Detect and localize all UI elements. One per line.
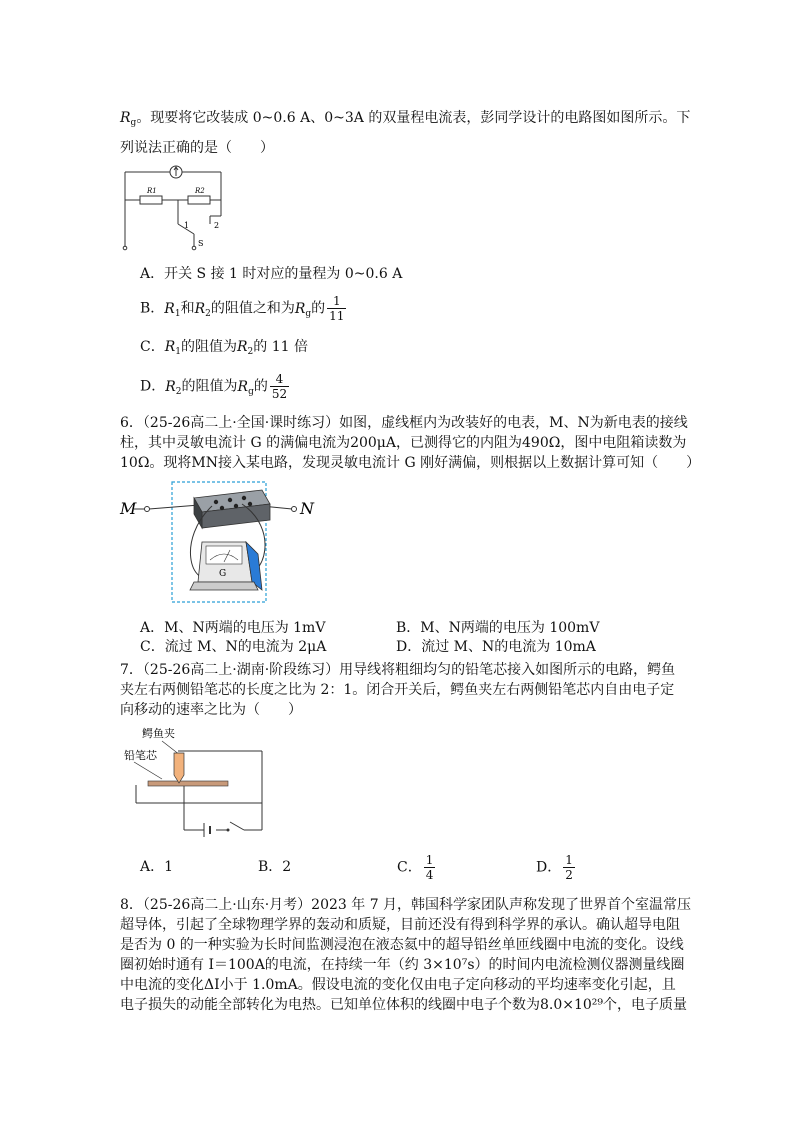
lead-label: 铅笔芯 — [124, 749, 157, 762]
q7-option-c[interactable]: C． $\frac{1}{4}$ — [397, 853, 434, 882]
alligator-clip — [174, 753, 184, 783]
fraction: $\frac{4}{52}$ — [271, 372, 288, 401]
q5-line-2: 列说法正确的是（ ） — [120, 140, 274, 156]
galvanometer-g — [190, 542, 262, 590]
q6-option-a[interactable]: A．M、N两端的电压为 1mV — [140, 620, 326, 636]
q7-circuit-figure — [118, 725, 268, 840]
q5-option-b[interactable]: B．$R_1$和$R_2$的阻值之和为$R_g$的 $\frac{1}{11}$ — [140, 294, 345, 323]
q7-line-2: 夹左右两侧铅笔芯的长度之比为 2：1。闭合开关后，鳄鱼夹左右两侧铅笔芯内自由电子定 — [120, 682, 675, 698]
pencil-lead — [148, 781, 228, 786]
q5-circuit-figure — [118, 160, 228, 255]
fraction: $\frac{1}{11}$ — [329, 294, 345, 323]
q8-line-4: 圈初始时通有 I＝100A的电流，在持续一年（约 3×10⁷s）的时间内电流检测仪器测量线圈 — [120, 957, 685, 973]
q7-option-a[interactable]: A．1 — [140, 859, 174, 875]
label-switch-s: S — [198, 239, 204, 248]
label-contact-2: 2 — [214, 221, 220, 230]
q7-option-b[interactable]: B．2 — [258, 859, 292, 875]
q7-option-d[interactable]: D． $\frac{1}{2}$ — [536, 853, 573, 882]
q6-option-b[interactable]: B．M、N两端的电压为 100mV — [396, 620, 600, 636]
rg-symbol: $R_g$ — [120, 110, 137, 128]
fraction: $\frac{1}{4}$ — [425, 853, 434, 882]
label-r2: R2 — [195, 187, 205, 195]
q6-meter-figure — [118, 478, 328, 608]
q8-line-1: 8．（25-26高二上·山东·月考）2023 年 7 月，韩国科学家团队声称发现了世界首个室温常压 — [120, 897, 692, 913]
q6-line-2: 柱，其中灵敏电流计 G 的满偏电流为200μA，已测得它的内阻为490Ω，图中电阻箱读数为 — [120, 435, 687, 451]
q8-line-5: 中电流的变化ΔI小于 1.0mA。假设电流的变化仅由电子定向移动的平均速率变化引起，且 — [120, 977, 676, 993]
clip-label: 鳄鱼夹 — [142, 727, 175, 740]
q5-option-a[interactable]: A．开关 S 接 1 时对应的量程为 0~0.6 A — [140, 266, 403, 282]
q8-line-6: 电子损失的动能全部转化为电热。已知单位体积的线圈中电子个数为8.0×10²⁹个，电子质量 — [120, 997, 688, 1013]
q8-line-2: 超导体，引起了全球物理学界的轰动和质疑，目前还没有得到科学界的承认。确认超导电阻 — [120, 917, 680, 933]
label-contact-1: 1 — [184, 221, 190, 230]
fraction: $\frac{1}{2}$ — [565, 853, 573, 882]
label-r1: R1 — [147, 187, 157, 195]
q5-line-1: $R_g$。现要将它改装成 0~0.6 A、0~3A 的双量程电流表，彭同学设计的电路图如图所示。下 — [120, 110, 691, 128]
q7-line-1: 7．（25-26高二上·湖南·阶段练习）用导线将粗细均匀的铅笔芯接入如图所示的电路，鳄鱼 — [120, 662, 676, 678]
galvanometer-label: G — [219, 569, 227, 579]
q6-option-c[interactable]: C．流过 M、N的电流为 2μA — [140, 639, 327, 655]
terminal-n-label: N — [300, 499, 314, 518]
q6-line-3: 10Ω。现将MN接入某电路，发现灵敏电流计 G 刚好满偏，则根据以上数据计算可知（ ） — [120, 455, 701, 471]
q8-line-3: 是否为 0 的一种实验为长时间监测浸泡在液态氦中的超导铅丝单匝线圈中电流的变化。设线 — [120, 937, 684, 953]
terminal-m-label: M — [120, 499, 137, 518]
q6-line-1: 6．（25-26高二上·全国·课时练习）如图，虚线框内为改装好的电表，M、N为新电表的接线 — [120, 415, 688, 431]
q7-line-3: 向移动的速率之比为（ ） — [120, 702, 302, 718]
q6-option-d[interactable]: D．流过 M、N的电流为 10mA — [396, 639, 596, 655]
q5-option-d[interactable]: D．$R_2$的阻值为$R_g$的 $\frac{4}{52}$ — [140, 372, 288, 401]
q5-option-c[interactable]: C．$R_1$的阻值为$R_2$的 11 倍 — [140, 339, 308, 357]
